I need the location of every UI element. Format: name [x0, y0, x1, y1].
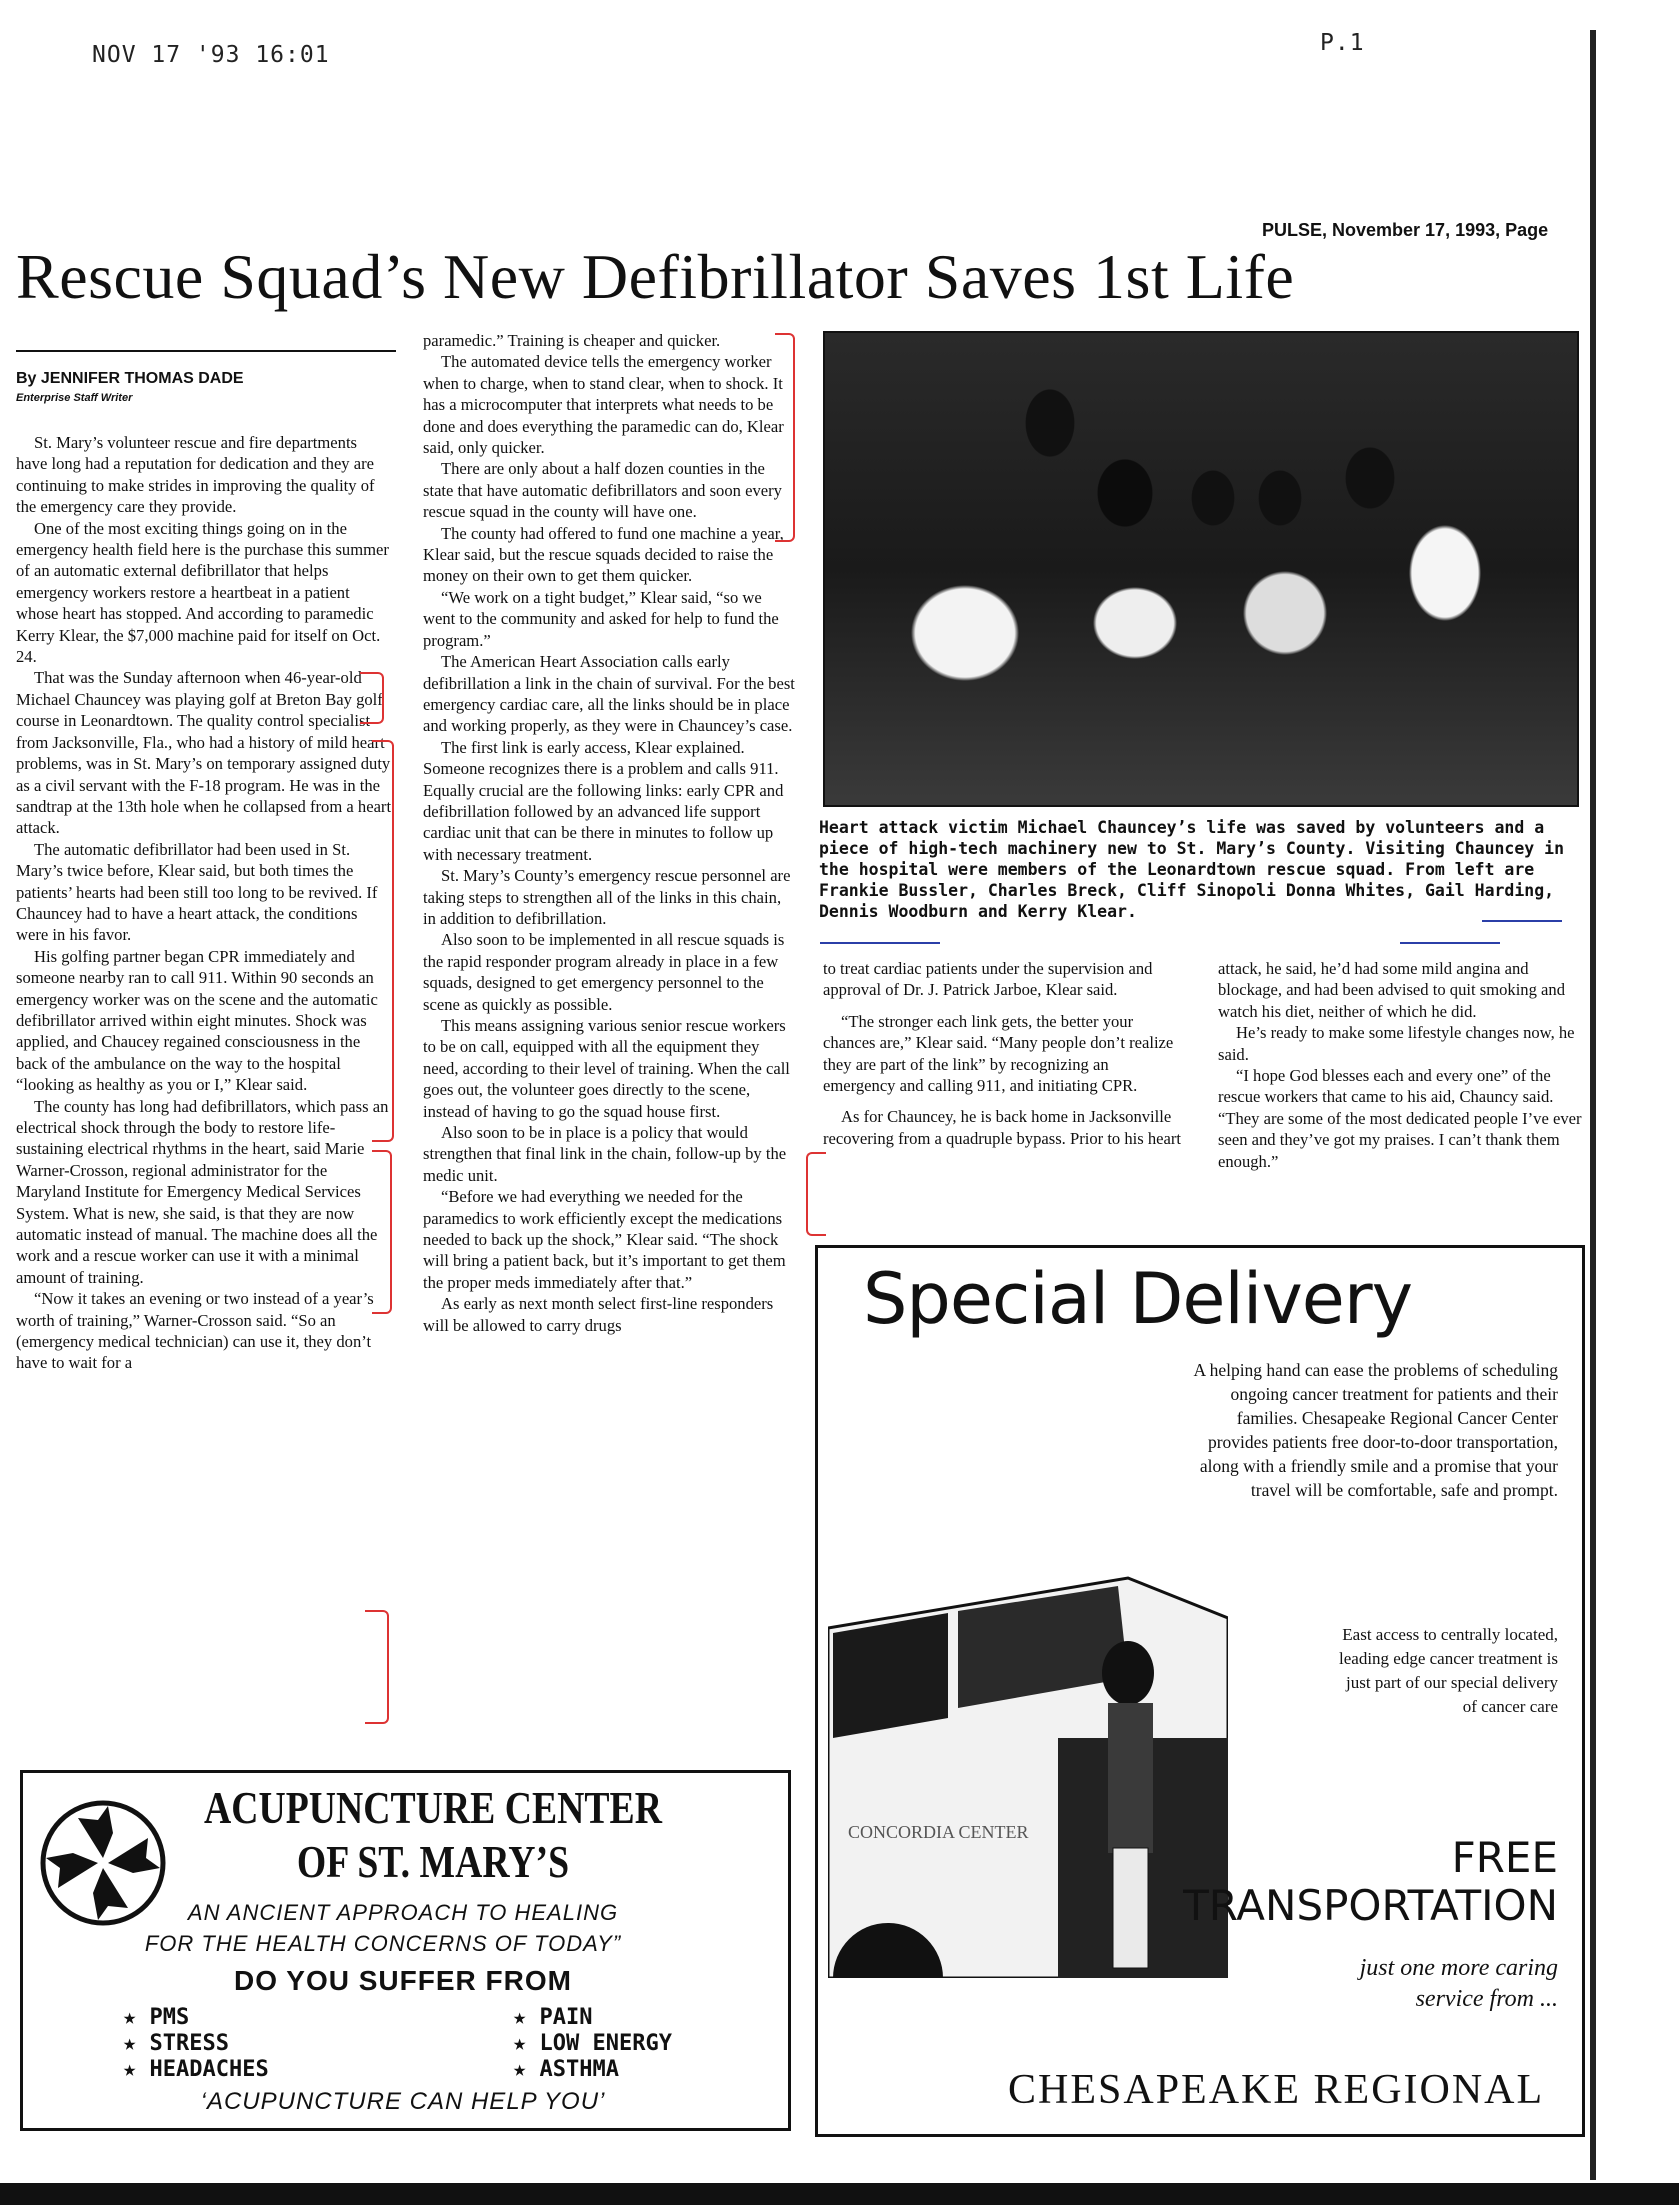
acupuncture-title-line2: OF ST. MARY’S [296, 1836, 570, 1887]
article-column-3 [823, 958, 1185, 1149]
red-bracket-mark [372, 740, 394, 1142]
ad-transportation-line: TRANSPORTATION [1183, 1881, 1558, 1930]
paragraph: The American Heart Association calls early defibrillation a link in the chain of survival. For the best emergency cardiac care, all the links should be in place and working properly, as they were in Chauncey’s case. [423, 652, 795, 736]
acupuncture-ad [20, 1770, 791, 2131]
byline-sub: Enterprise Staff Writer [16, 392, 133, 404]
paragraph: “Now it takes an evening or two instead of a year’s worth of training,” Warner-Crosson said. “So an (emergency medical technician) can use it, they don’t have to wait for a [16, 1289, 374, 1373]
special-delivery-ad [815, 1245, 1585, 2137]
paragraph: The automatic defibrillator had been used in St. Mary’s twice before, Klear said, but both times the patients’ hearts had been still too long to be revived. If Chauncey had to have a heart attack, the conditions were in his favor. [16, 839, 378, 945]
byline: By JENNIFER THOMAS DADE [16, 370, 244, 387]
paragraph: This means assigning various senior rescue workers to be on call, equipped with all the equipment they need, according to their level of training. When the call goes out, the volunteer goes directly to the scene, instead of having to go the squad house first. [423, 1016, 790, 1121]
acupuncture-tagline-1: AN ANCIENT APPROACH TO HEALING [187, 1900, 619, 1925]
ad-free-line: FREE [1451, 1833, 1558, 1882]
bottom-edge-shadow [0, 2183, 1679, 2205]
article-column-2 [423, 330, 795, 1336]
symptom-item: ★ HEADACHES [123, 2057, 269, 2082]
red-bracket-mark [365, 1610, 389, 1724]
ad-brand-name: CHESAPEAKE REGIONAL [1008, 2067, 1545, 2113]
symptom-item: ★ PMS [123, 2005, 190, 2030]
caption-underline-mark [1400, 942, 1500, 944]
caption-underline-mark [820, 942, 940, 944]
paragraph: to treat cardiac patients under the supervision and approval of Dr. J. Patrick Jarboe, Klear said. [823, 959, 1153, 1000]
acupuncture-tagline-2: FOR THE HEALTH CONCERNS OF TODAY” [144, 1931, 622, 1956]
paragraph: “I hope God blesses each and every one” of the rescue workers that came to his aid, Chauncy said. “They are some of the most dedicated people I’ve ever seen and they’ve got my praises. I can’t thank them enough.” [1218, 1066, 1582, 1171]
red-bracket-mark [775, 333, 795, 542]
paragraph: St. Mary’s County’s emergency rescue personnel are taking steps to strengthen all of the links in this chain, in addition to defibrillation. [423, 866, 791, 928]
paragraph: The county has long had defibrillators, which pass an electrical shock through the body to restore life-sustaining electrical rhythms in the heart, said Marie Warner-Crosson, regional administrator for the Maryland Institute for Emergency Medical Services System. What is new, she said, is that they are now automatic instead of manual. The machine does all the work and a rescue worker can use it with a minimal amount of training. [16, 1096, 389, 1287]
red-bracket-mark [360, 672, 384, 724]
article-headline: Rescue Squad’s New Defibrillator Saves 1st Life [16, 241, 1295, 312]
fax-page-number: P.1 [1320, 30, 1365, 56]
article-column-1 [16, 432, 392, 1374]
symptom-item: ★ LOW ENERGY [513, 2031, 672, 2056]
symptom-item: ★ STRESS [123, 2031, 229, 2056]
paragraph: attack, he said, he’d had some mild angina and blockage, and had been advised to quit smoking and watch his diet, neither of which he did. [1218, 959, 1566, 1021]
paragraph: He’s ready to make some lifestyle changes now, he said. [1218, 1023, 1575, 1064]
paragraph: St. Mary’s volunteer rescue and fire departments have long had a reputation for dedication and they are continuing to make strides in improving the quality of the emergency care they provide. [16, 433, 375, 517]
acupuncture-question: DO YOU SUFFER FROM [234, 1965, 572, 1996]
paragraph: As early as next month select first-line responders will be allowed to carry drugs [423, 1294, 774, 1335]
paragraph: The automated device tells the emergency worker when to charge, when to stand clear, when to shock. It has a microcomputer that interprets what needs to be done and does everything the paramedic can do, Klear said, only quicker. [423, 352, 784, 458]
acupuncture-footer: ‘ACUPUNCTURE CAN HELP YOU’ [200, 2088, 606, 2115]
caption-underline-mark [1482, 920, 1562, 922]
rescue-squad-photo [823, 331, 1579, 807]
fax-datetime: NOV 17 '93 16:01 [92, 42, 330, 68]
page-edge-shadow [1590, 30, 1596, 2180]
paragraph: The first link is early access, Klear explained. Someone recognizes there is a problem and calls 911. Equally crucial are the following links: early CPR and defibrillation followed by an advanced life support cardiac unit that can be there in minutes to follow up with necessary treatment. [423, 737, 784, 864]
ad-title: Special Delivery [863, 1258, 1413, 1340]
paragraph: Also soon to be in place is a policy that would strengthen that final link in the chain, follow-up by the medic unit. [423, 1123, 787, 1185]
paragraph: There are only about a half dozen counties in the state that have automatic defibrillators and soon every rescue squad in the county will have one. [423, 459, 782, 522]
symptom-item: ★ ASTHMA [513, 2057, 619, 2082]
red-bracket-mark [806, 1152, 826, 1236]
article-column-4 [1218, 958, 1583, 1172]
photo-caption: Heart attack victim Michael Chauncey’s life was saved by volunteers and a piece of high-tech machinery new to St. Mary’s County. Visiting Chauncey in the hospital were members of the Leonardtown rescue squad. From left are Frankie Bussler, Charles Breck, Cliff Sinopoli Donna Whites, Gail Harding, Dennis Woodburn and Kerry Klear. [819, 818, 1565, 921]
paragraph: One of the most exciting things going on in the emergency health field here is the purchase this summer of an automatic external defibrillator that helps emergency workers restore a heartbeat in a patient whose heart has stopped. And according to paramedic Kerry Klear, the $7,000 machine paid for itself on Oct. 24. [16, 518, 389, 667]
paragraph: “We work on a tight budget,” Klear said, “so we went to the community and asked for help to fund the program.” [423, 587, 779, 650]
paragraph: As for Chauncey, he is back home in Jacksonville recovering from a quadruple bypass. Prior to his heart [823, 1107, 1182, 1148]
publication-dateline: PULSE, November 17, 1993, Page [1262, 220, 1549, 240]
acupuncture-title-line1: ACUPUNCTURE CENTER [204, 1782, 662, 1833]
paragraph: The county had offered to fund one machine a year, Klear said, but the rescue squads decided to raise the money on their own to get them quicker. [423, 523, 784, 586]
byline-rule [16, 350, 396, 352]
ad-intro-text: A helping hand can ease the problems of scheduling ongoing cancer treatment for patients and their families. Chesapeake Regional Cancer Center provides patients free door-to-door transportation, along with a friendly smile and a promise that your travel will be comfortable, safe and prompt. [1193, 1360, 1558, 1500]
paragraph: “Before we had everything we needed for the paramedics to work efficiently except the medications needed to back up the shock,” Klear said. “The shock will bring a patient back, but it’s important to get them the proper meds immediately after that.” [423, 1187, 786, 1292]
van-lettering: CONCORDIA CENTER [848, 1822, 1029, 1842]
symptom-item: ★ PAIN [513, 2005, 593, 2030]
paragraph: “The stronger each link gets, the better your chances are,” Klear said. “Many people don’t realize they are part of the link” by recognizing an emergency and calling 911, and initiating CPR. [823, 1011, 1174, 1096]
ad-access-text: East access to centrally located, leading edge cancer treatment is just part of our special delivery of cancer care [1339, 1625, 1558, 1716]
paragraph: His golfing partner began CPR immediately and someone nearby ran to call 911. Within 90 seconds an emergency worker was on the scene and the automatic defibrillator arrived within eight minutes. Shock was applied, and Chaucey regained consciousness in the back of the ambulance on the way to the hospital “looking as healthy as you or I,” Klear said. [16, 946, 378, 1095]
ad-tagline: just one more caring service from ... [1359, 1955, 1558, 2012]
red-bracket-mark [372, 1150, 392, 1314]
paragraph: That was the Sunday afternoon when 46-year-old Michael Chauncey was playing golf at Breton Bay golf course in Leonardtown. The quality control specialist from Jacksonville, Fla., who had a history of mild heart problems, was in St. Mary’s on temporary assigned duty as a civil servant with the F-18 program. He was in the sandtrap at the 13th hole when he collapsed from a heart attack. [16, 668, 392, 838]
paragraph: paramedic.” Training is cheaper and quicker. [423, 331, 721, 350]
paragraph: Also soon to be implemented in all rescue squads is the rapid responder program already in place in a few squads, designed to get emergency personnel to the scene as quickly as possible. [423, 930, 785, 1014]
